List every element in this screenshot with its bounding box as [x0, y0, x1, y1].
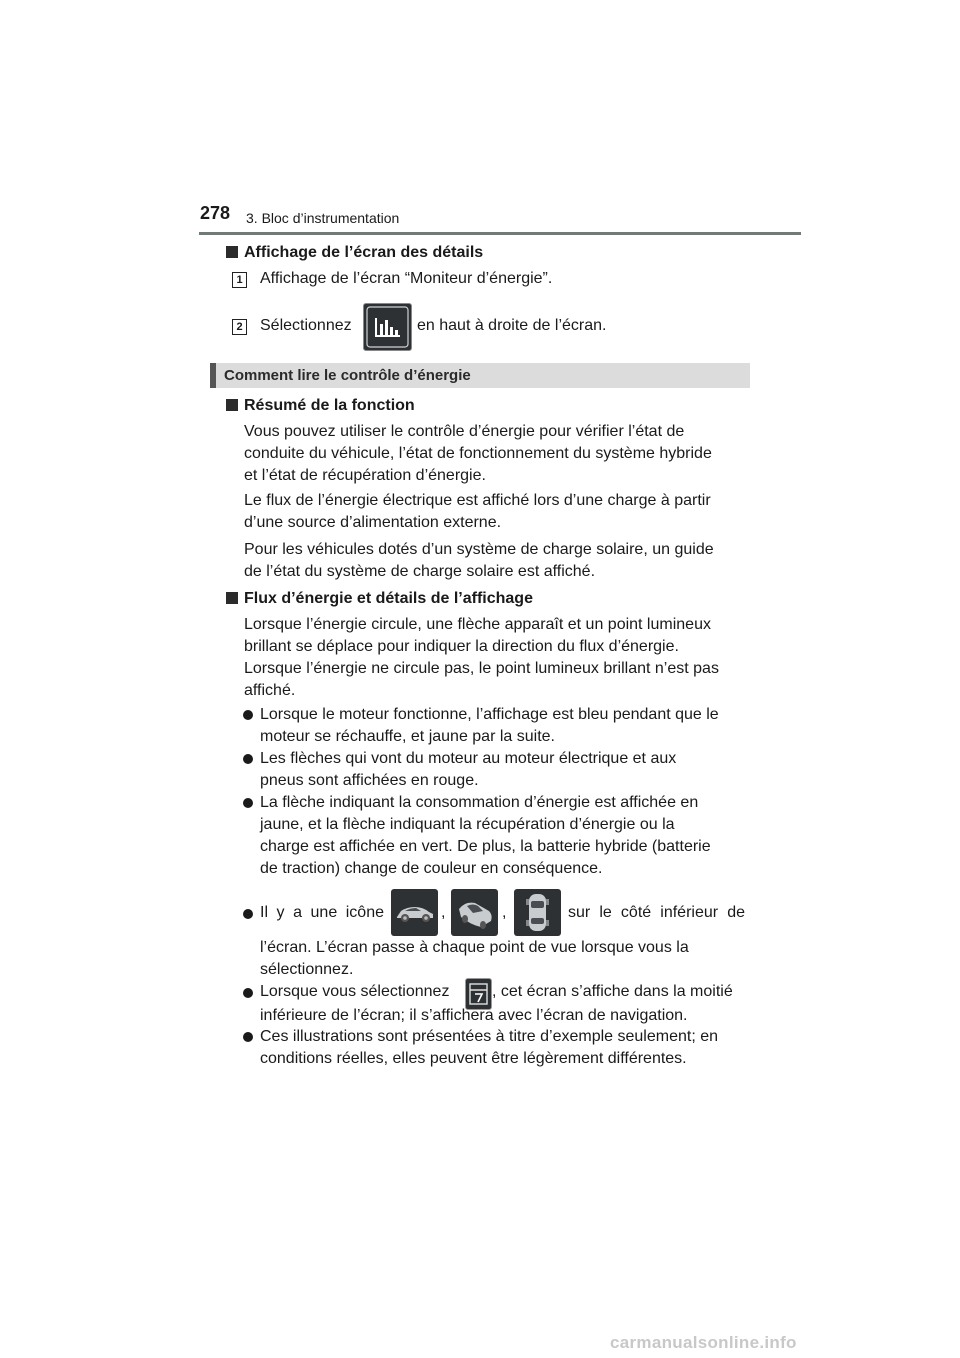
page-number: 278: [200, 203, 231, 223]
bullet-dot-icon: [243, 754, 253, 764]
flow-intro: Lorsque l’énergie circule, une flèche apparaît et un point lumineux brillant se déplace pour indiquer la direction du flux d’énergie. Lorsque l’énergie ne circule pas, le point lumineux brillant n’est pas affiché.: [244, 616, 719, 699]
bullet-dot-icon: [243, 798, 253, 808]
summary-heading: Résumé de la fonction: [226, 397, 415, 415]
bullet-4-comma-1: ,: [441, 904, 446, 921]
car-angled-view-icon[interactable]: [451, 889, 498, 936]
bullet-5-rest: inférieure de l’écran; il s’affichera avec l’écran de navigation.: [260, 1007, 688, 1024]
bullet-2-text: Les flèches qui vont du moteur au moteur électrique et aux pneus sont affichées en rouge.: [260, 750, 677, 789]
bullet-dot-icon: [243, 710, 253, 720]
bullet-4-text-after: sur le côté inférieur de: [568, 904, 745, 921]
bullet-3-text: La flèche indiquant la consommation d’énergie est affichée en jaune, et la flèche indiquant la récupération d’énergie ou la charge est affichée en vert. De plus, la batterie hybride (batterie de traction) change de couleur en conséquence.: [260, 794, 711, 877]
car-top-view-icon[interactable]: [514, 889, 561, 936]
bullet-5-text-before: Lorsque vous sélectionnez: [260, 983, 450, 1000]
flow-heading: Flux d’énergie et détails de l’affichage: [226, 590, 533, 608]
square-bullet-icon: [226, 592, 238, 604]
step-2-text-after: en haut à droite de l’écran.: [417, 317, 607, 334]
step-1-number: 1: [232, 272, 247, 288]
bullet-6-text: Ces illustrations sont présentées à titre d’exemple seulement; en conditions réelles, elles peuvent être légèrement différentes.: [260, 1028, 719, 1067]
step-2-text-before: Sélectionnez: [260, 317, 352, 334]
bullet-dot-icon: [243, 988, 253, 998]
section-title: Comment lire le contrôle d’énergie: [224, 367, 471, 384]
step-2-number: 2: [232, 319, 247, 335]
bullet-5-text-after: , cet écran s’affiche dans la moitié: [492, 983, 733, 1000]
step-1-text: Affichage de l’écran “Moniteur d’énergie”.: [260, 270, 553, 287]
watermark: carmanualsonline.info: [610, 1333, 797, 1352]
bullet-4-rest: l’écran. L’écran passe à chaque point de vue lorsque vous la sélectionnez.: [260, 939, 689, 978]
square-bullet-icon: [226, 399, 238, 411]
bar-chart-icon[interactable]: [363, 303, 412, 351]
details-heading: Affichage de l’écran des détails: [226, 244, 483, 262]
bullet-dot-icon: [243, 1032, 253, 1042]
car-side-view-icon[interactable]: [391, 889, 438, 936]
summary-paragraph-1: Vous pouvez utiliser le contrôle d’énergie pour vérifier l’état de conduite du véhicule, l’état de fonctionnement du système hybride et l’état de récupération d’énergie.: [244, 423, 712, 484]
running-title: 3. Bloc d’instrumentation: [246, 210, 400, 226]
square-bullet-icon: [226, 246, 238, 258]
bullet-dot-icon: [243, 909, 253, 919]
summary-paragraph-3: Pour les véhicules dotés d’un système de charge solaire, un guide de l’état du système de charge solaire est affiché.: [244, 541, 714, 580]
bullet-4-text-before: Il y a une icône: [260, 904, 384, 921]
summary-paragraph-2: Le flux de l’énergie électrique est affiché lors d’une charge à partir d’une source d’alimentation externe.: [244, 492, 711, 531]
bullet-1-text: Lorsque le moteur fonctionne, l’affichage est bleu pendant que le moteur se réchauffe, et jaune par la suite.: [260, 706, 719, 745]
header-rule: [199, 232, 801, 235]
bullet-4-comma-2: ,: [502, 904, 507, 921]
